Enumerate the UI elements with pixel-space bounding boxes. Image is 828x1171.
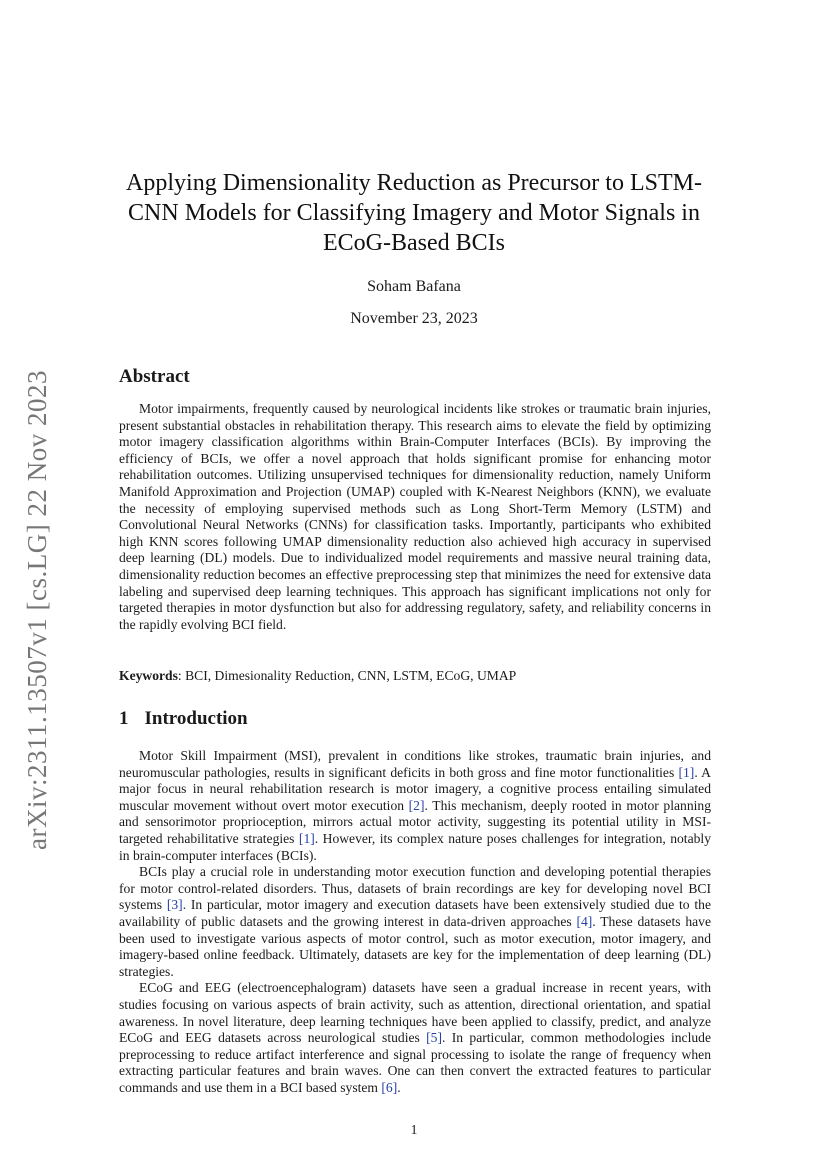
author-name: Soham Bafana	[367, 278, 461, 295]
text-span: . However, its complex nature poses challenges for integration, notably in brain-computer interfaces (BCIs).	[119, 830, 711, 863]
arxiv-identifier: arXiv:2311.13507v1 [cs.LG] 22 Nov 2023	[22, 370, 52, 850]
citation-link[interactable]: [4]	[576, 913, 593, 929]
text-span: . A major focus in neural rehabilitation research is motor imagery, a cognitive process entailing simulated muscular movement without overt motor execution	[119, 764, 711, 813]
citation-link[interactable]: [2]	[408, 797, 425, 813]
paragraph	[119, 980, 711, 1096]
paragraph	[119, 864, 711, 980]
keywords-text: : BCI, Dimesionality Reduction, CNN, LSTM, ECoG, UMAP	[177, 668, 517, 683]
text-span: . In particular, common methodologies include preprocessing to reduce artifact interference and signal processing to isolate the range of frequency when extracting particular features and brain waves. One can then convert the extracted features to particular commands and use them in a BCI based system	[119, 1030, 711, 1095]
text-span: ECoG and EEG (electroencephalogram) datasets have seen a gradual increase in recent years, with studies focusing on various aspects of brain activity, such as attention, directional orientation, and spatial awareness. In novel literature, deep learning techniques have been applied to classify, predict, and analyze ECoG and EEG datasets across neurological studies	[119, 980, 711, 1046]
text-span: . These datasets have been used to investigate various aspects of motor control, such as motor execution, motor imagery, and imagery-based online feedback. Ultimately, datasets are key for the implementation of deep learning (DL) strategies.	[119, 913, 711, 979]
citation-link[interactable]: [3]	[166, 897, 183, 913]
text-span: Motor Skill Impairment (MSI), prevalent in conditions like strokes, traumatic brain injuries, and neuromuscular pathologies, results in significant deficits in both gross and fine motor functionalities	[119, 748, 711, 780]
keywords	[119, 668, 711, 685]
abstract-heading: Abstract	[119, 366, 190, 387]
citation-link[interactable]: [1]	[298, 830, 315, 846]
keywords-label: Keywords	[119, 668, 178, 683]
citation-link[interactable]: [5]	[426, 1030, 442, 1046]
text-span: .	[397, 1079, 401, 1095]
text-span: . In particular, motor imagery and execution datasets have been extensively studied due to the availability of public datasets and the growing interest in data-driven approaches	[119, 897, 711, 929]
section-number: 1	[119, 708, 129, 729]
page-number: 1	[410, 1122, 418, 1137]
publication-date: November 23, 2023	[350, 310, 478, 327]
abstract-text: Motor impairments, frequently caused by neurological incidents like strokes or traumatic brain injuries, present substantial obstacles in rehabilitation therapy. This research aims to elevate the field by optimizing motor imagery classification algorithms within Brain-Computer Interfaces (BCIs). By improving the efficiency of BCIs, we offer a novel approach that holds significant promise for enhancing motor rehabilitation outcomes. Utilizing unsupervised techniques for dimensionality reduction, namely Uniform Manifold Approximation and Projection (UMAP) coupled with K-Nearest Neighbors (KNN), we evaluate the necessity of employing supervised methods such as Long Short-Term Memory (LSTM) and Convolutional Neural Networks (CNNs) for classification tasks. Importantly, participants who exhibited high KNN scores following UMAP dimensionality reduction also achieved high accuracy in supervised deep learning (DL) models. Due to individualized model requirements and massive neural training data, dimensionality reduction becomes an effective preprocessing step that minimizes the need for extensive data labeling and supervised deep learning techniques. This approach has significant implications not only for targeted therapies in motor dysfunction but also for addressing regulatory, safety, and reliability concerns in the rapidly evolving BCI field.	[119, 401, 711, 632]
paragraph	[119, 748, 711, 864]
citation-link[interactable]: [6]	[381, 1079, 398, 1095]
introduction-body	[119, 748, 711, 1096]
section-title: Introduction	[144, 708, 248, 729]
section-heading	[119, 708, 248, 730]
text-span: BCIs play a crucial role in understanding motor execution function and developing potential therapies for motor control-related disorders. Thus, datasets of brain recordings are key for developing novel BCI systems	[119, 864, 711, 913]
text-span: . This mechanism, deeply rooted in motor planning and sensorimotor proprioception, mirrors actual motor activity, suggesting its potential utility in MSI-targeted rehabilitative strategies	[119, 797, 711, 846]
paper-title: Applying Dimensionality Reduction as Precursor to LSTM-CNN Models for Classifying Imagery and Motor Signals in ECoG-Based BCIs	[126, 170, 702, 256]
citation-link[interactable]: [1]	[678, 764, 695, 780]
